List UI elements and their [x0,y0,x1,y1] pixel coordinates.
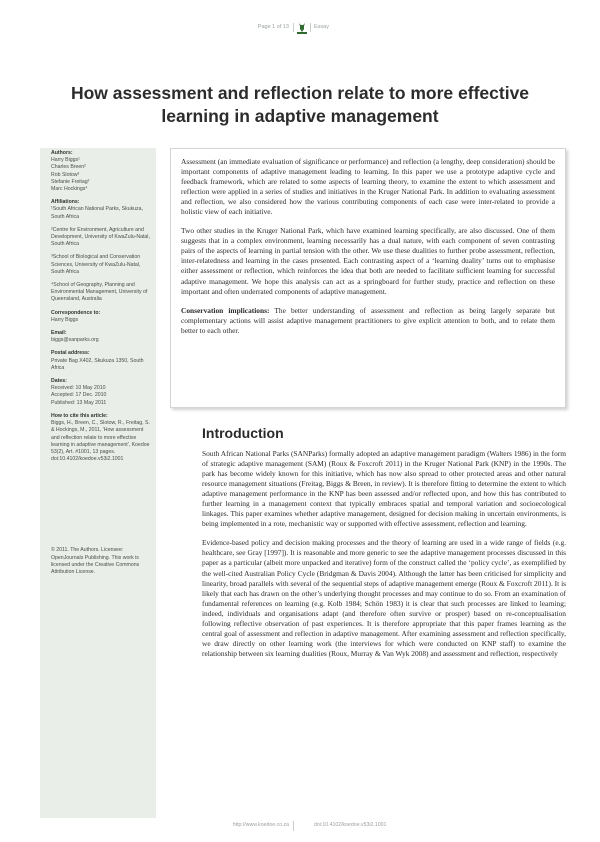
abstract-paragraph: Two other studies in the Kruger National Park, which have examined learning specifically, are also discussed. One of them suggests that in a complex environment, learning necessarily has a dual nature, with each component of seven contrasting pairs of the aspects of learning in partial tension with the other. We use these dualities to further probe assessment, reflection, inter-relatedness and learning in the cases presented. Each contrasting aspect of a ‘learning duality’ turns out to emphasise either assessment or reflection, which reinforces the idea that both are needed to facilitate sufficient learning for successful adaptive management. We hope this analysis can act as a springboard for further study, practice and reflection on these important and often underrated components of adaptive management. [181,226,555,296]
affiliations-heading: Affiliations: [51,199,80,206]
page-number: Page 1 of 13 [257,24,289,30]
implications-label: Conservation implications: [181,305,270,315]
correspondence-heading: Correspondence to: [51,309,101,316]
date-published: Published: 13 May 2011 [51,399,107,406]
author-name: Rob Slotow³ [51,171,80,178]
date-accepted: Accepted: 17 Dec. 2010 [51,392,107,399]
postal-heading: Postal address: [51,350,90,357]
copyright-notice: © 2011. The Authors. Licensee: OpenJournals Publishing. This work is licensed under the Creative Commons Attribution License. [51,547,140,575]
postal-address: Private Bag X402, Skukuza 1350, South Africa [51,357,144,371]
abstract-box [170,148,566,408]
author-name: Stefanie Freitag² [51,178,90,185]
abstract-paragraph: Assessment (an immediate evaluation of significance or performance) and reflection (a lengthy, deep consideration) should be important components of adaptive management leading to learning. In this paper we use a prototype adaptive cycle and feedback framework, which are related to some aspects of learning theory, to examine the extent to which assessment and reflection were applied in a series of studies and initiatives in the Kruger National Park. In addition to evaluating assessment and reflection, we also considered how the various contributing components of each case were inter-related to provide a holistic view of each initiative. [181,157,555,217]
conservation-implications [181,306,555,336]
page-header [0,20,600,34]
implications-text: The better understanding of assessment and reflection as being largely separate but complementary actions will assist adaptive management practitioners to give explicit attention to both, and to relate them better to each other. [181,305,555,335]
author-name: Harry Biggs¹ [51,157,80,164]
page-footer [0,820,600,832]
article-title: How assessment and reflection relate to more effective learning in adaptive management [70,83,530,126]
date-received: Received: 10 May 2010 [51,385,106,392]
header-divider [293,23,294,32]
affiliation: ³School of Biological and Conservation Sciences, University of KwaZulu-Natal, South Africa [51,254,141,275]
section-heading: Introduction [202,425,284,441]
doi-link[interactable]: doi:10.4102/koedoe.v53i2.1001 [314,822,387,828]
affiliation: ¹South African National Parks, Skukuza, South Africa [51,206,143,220]
body-paragraph: South African National Parks (SANParks) formally adopted an adaptive management paradigm (Walters 1986) in the form of strategic adaptive management (SAM) (Roux & Foxcroft 2011) in the Kruger National Park (KNP) in the 1990s. The park has become widely known for this initiative, which has now also spread to other protected areas and other natural resource management situations (Freitag, Biggs & Breen, in review). It is therefore fitting to determine the extent to which adaptive management performance in the KNP has been assessed and/or reflected upon, and how this has contributed to further learning in a management context that typically embraces spatial and temporal variation and socioecological linkages. This paper examines whether adaptive management, designed for decision making in uncertain environments, is being implemented in a rote, mechanistic way or supported with effective assessment, reflection and learning. [202,449,566,529]
email-link[interactable]: biggs@sanparks.org [51,337,99,344]
journal-url-link[interactable]: http://www.koedoe.co.za [232,822,289,828]
email-heading: Email: [51,330,67,337]
dates-heading: Dates: [51,378,67,385]
header-divider-right [310,23,311,32]
affiliation: ²Centre for Environment, Agriculture and Development, University of KwaZulu-Natal, South Africa [51,226,150,248]
correspondence-name: Harry Biggs [51,316,79,323]
author-name: Marc Hockings⁴ [51,186,88,193]
article-type: Essay [314,24,329,30]
body-paragraph: Evidence-based policy and decision making processes and the theory of learning are used in a wide range of fields (e.g. healthcare, see Gray [1997]). It is reasonable and more generic to see the adaptive management processes discussed in this paper as a particular (albeit more unpacked and iterative) form of the construct called the ‘policy cycle’, as exemplified by the well-cited Australian Policy Cycle (Bridgman & Davis 2004). Although the latter has been criticised for simplicity and linearity, broad parallels with several of the sequential steps of adaptive management emerge (Roux & Foxcroft 2011). It is likely that each has drawn on the other’s underlying thought processes and may continue to do so. From an examination of fundamental references on learning (e.g. Kolb 1984; Schön 1983) it is clear that such processes are linked to learning; indeed, individuals and organisations adapt (and therefore often survive or prosper) based on re-conceptualisation following reflective observation of past experiences. It is therefore appropriate that this paper frames learning as the central goal of assessment and reflection in adaptive management. After examining assessment and reflection specifically, we draw directly on other learning work (the interviews for which were conducted on KNP staff) to examine the relationship between six learning dualities (Roux, Murray & Van Wyk 2008) and assessment and reflection, respectively [202,538,566,658]
citation-text: Biggs, H., Breen, C., Slotow, R., Freitag, S. & Hockings, M., 2011, 'How assessment and reflection relate to more effective learning in adaptive management', Koedoe 53(2), Art. #1001, 13 pages. doi:10.4102/koedoe.v53i2.1001 [51,420,150,463]
citation-heading: How to cite this article: [51,412,108,419]
authors-heading: Authors: [51,150,73,156]
article-info-sidebar [51,150,151,576]
author-name: Charles Breen² [51,164,86,171]
article-body [202,449,566,668]
koedoe-logo-icon [296,20,308,34]
footer-divider [293,821,294,831]
affiliation: ⁴School of Geography, Planning and Environmental Management, University of Queensland, Australia [51,282,148,303]
